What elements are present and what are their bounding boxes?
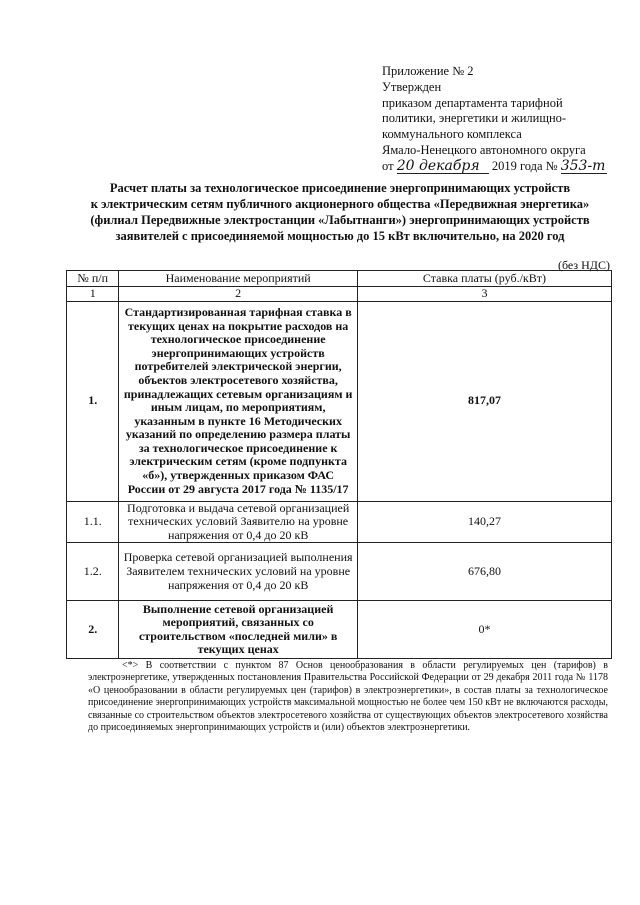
approval-dept-line: политики, энергетики и жилищно-: [382, 111, 567, 126]
handwritten-order-number: 353-т: [560, 157, 606, 174]
row-value: 140,27: [357, 501, 611, 543]
col-number-1: 1: [67, 287, 119, 302]
date-suffix: 2019 года №: [491, 158, 558, 173]
table-column-numbers-row: [67, 287, 612, 302]
vat-note: (без НДС): [557, 258, 610, 272]
row-name: Проверка сетевой организацией выполнения Заявителем технических условий на уровне напряжения от 0,4 до 20 кВ: [119, 543, 357, 601]
footnote-text: <*> В соответствии с пунктом 87 Основ ценообразования в области регулируемых цен (тарифов) в электроэнергетике, утвержденных постановления Правительства Российской Федерации от 29 декабря 2011 года № 1178 «О ценообразовании в области регулируемых цен (тарифов) в электроэнергетики», в состав платы за технологическое присоединение энергопринимающих устройств максимальной мощностью не более чем 150 кВт не включаются расходы, связанные со строительством объектов электросетевого хозяйства от существующих объектов электросетевого хозяйства до присоединяемых энергопринимающих устройств и (или) объектов электроэнергетики.: [88, 660, 608, 734]
col-number-3: 3: [357, 287, 611, 302]
title-line-3: (филиал Передвижные электростанции «Лабытнанги») энергопринимающих устройств: [90, 213, 590, 227]
row-name: Подготовка и выдача сетевой организацией технических условий Заявителю на уровне напряжения от 0,4 до 20 кВ: [119, 501, 357, 543]
row-name: Стандартизированная тарифная ставка в текущих ценах на покрытие расходов на технологическое присоединение энергопринимающих устройств потребителей электрической энергии, объектов электросетевого хозяйства, принадлежащих сетевым организациям и иным лицам, по мероприятиям, указанным в пункте 16 Методических указаний по определению размера платы за технологическое присоединение к электрическим сетям (кроме подпункта «б»), утвержденных приказом ФАС России от 29 августа 2017 года № 1135/17: [119, 301, 357, 501]
approval-date-line: [382, 159, 622, 175]
table-row: [67, 601, 612, 659]
header-rate: Ставка платы (руб./кВт): [357, 271, 611, 287]
approved-label: Утвержден: [382, 79, 442, 94]
table-row: [67, 301, 612, 501]
table-row: [67, 501, 612, 543]
approval-dept-line-2: коммунального комплекса: [382, 127, 522, 142]
row-number: 1.: [67, 301, 119, 501]
date-prefix: от: [382, 158, 394, 173]
row-number: 1.1.: [67, 501, 119, 543]
row-value: 817,07: [357, 301, 611, 501]
header-name: Наименование мероприятий: [119, 271, 357, 287]
fee-table: [66, 270, 612, 659]
row-value: 0*: [357, 601, 611, 659]
col-number-2: 2: [119, 287, 357, 302]
title-line-2: к электрическим сетям публичного акционерного общества «Передвижная энергетика»: [90, 197, 590, 211]
row-number: 1.2.: [67, 543, 119, 601]
table-row: [67, 543, 612, 601]
header-number: № п/п: [67, 271, 119, 287]
footnote: [88, 660, 608, 734]
appendix-label: Приложение № 2: [382, 64, 474, 78]
approval-block: [382, 64, 622, 175]
row-value: 676,80: [357, 543, 611, 601]
title-line-4: заявителей с присоединяемой мощностью до 15 кВт включительно, на 2020 год: [115, 229, 565, 243]
handwritten-date: 20 декабря: [397, 160, 489, 174]
document-title: [70, 180, 610, 244]
title-line-1: Расчет платы за технологическое присоединение энергопринимающих устройств: [109, 181, 571, 195]
table-header-row: [67, 271, 612, 287]
approval-order-line: приказом департамента тарифной: [382, 95, 563, 110]
row-name: Выполнение сетевой организацией мероприятий, связанных со строительством «последней мили» в текущих ценах: [119, 601, 357, 659]
row-number: 2.: [67, 601, 119, 659]
approval-region-line: Ямало-Ненецкого автономного округа: [382, 142, 586, 157]
